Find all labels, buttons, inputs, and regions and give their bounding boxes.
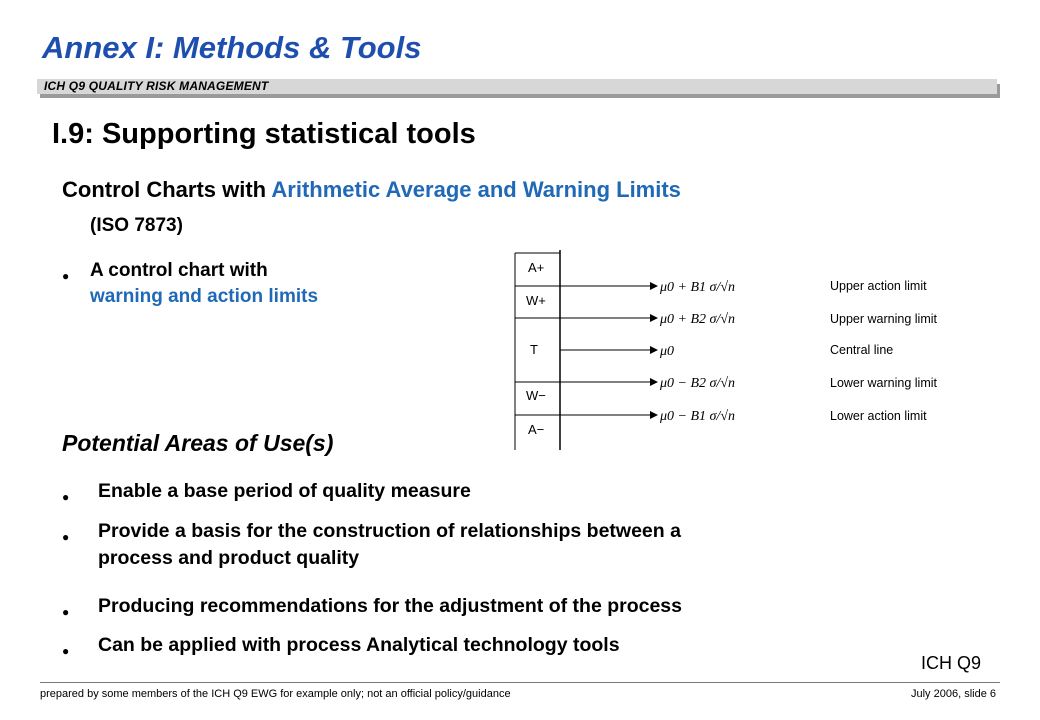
control-chart-diagram bbox=[500, 250, 980, 455]
limit-label: Lower warning limit bbox=[830, 376, 937, 390]
list-item-text: Producing recommendations for the adjustment of the process bbox=[98, 595, 683, 617]
bullet-dot-icon: ● bbox=[62, 269, 70, 283]
limit-formula: μ0 − B1 σ/√n bbox=[660, 409, 736, 424]
ich-badge: ICH Q9 bbox=[921, 653, 982, 673]
bullet-dot-icon: ● bbox=[62, 605, 70, 619]
control-chart-subtitle bbox=[62, 177, 681, 203]
bullet-line-2: warning and action limits bbox=[90, 286, 319, 307]
arrow-icon bbox=[650, 314, 658, 322]
zone-label: A+ bbox=[528, 260, 545, 275]
limit-label: Central line bbox=[830, 343, 894, 357]
bullet-dot-icon: ● bbox=[62, 490, 70, 504]
bullet-dot-icon: ● bbox=[62, 530, 70, 544]
slide-title: Annex I: Methods & Tools bbox=[42, 30, 422, 65]
list-item-text: Provide a basis for the construction of relationships between a bbox=[98, 520, 681, 542]
arrow-icon bbox=[650, 411, 658, 419]
bullet-line-1: A control chart with bbox=[90, 260, 268, 281]
zone-label: A− bbox=[528, 422, 545, 437]
list-item-text: Can be applied with process Analytical technology tools bbox=[98, 634, 620, 656]
header-band-label: ICH Q9 QUALITY RISK MANAGEMENT bbox=[44, 79, 269, 93]
limit-label: Upper warning limit bbox=[830, 312, 937, 326]
limit-label: Upper action limit bbox=[830, 279, 927, 293]
subtitle-plain: Control Charts with bbox=[62, 177, 272, 202]
zone-label: W− bbox=[526, 388, 546, 403]
footer-disclaimer: prepared by some members of the ICH Q9 EWG for example only; not an official policy/guidance bbox=[40, 688, 511, 700]
limit-formula: μ0 + B2 σ/√n bbox=[660, 312, 736, 327]
potential-uses-heading: Potential Areas of Use(s) bbox=[62, 430, 334, 456]
arrow-icon bbox=[650, 346, 658, 354]
bullet-dot-icon: ● bbox=[62, 644, 70, 658]
limit-formula: μ0 + B1 σ/√n bbox=[660, 280, 736, 295]
list-item-text-continued: process and product quality bbox=[98, 547, 360, 569]
footer-slide-info: July 2006, slide 6 bbox=[911, 688, 996, 700]
footer-divider bbox=[40, 682, 1000, 683]
zone-label: T bbox=[530, 342, 538, 357]
subtitle-reference: (ISO 7873) bbox=[90, 215, 183, 236]
subtitle-highlight: Arithmetic Average and Warning Limits bbox=[271, 177, 681, 202]
zone-label: W+ bbox=[526, 293, 546, 308]
limit-label: Lower action limit bbox=[830, 409, 927, 423]
limit-formula: μ0 bbox=[660, 344, 675, 359]
arrow-icon bbox=[650, 378, 658, 386]
arrow-icon bbox=[650, 282, 658, 290]
section-heading: I.9: Supporting statistical tools bbox=[52, 118, 476, 150]
limit-formula: μ0 − B2 σ/√n bbox=[660, 376, 736, 391]
list-item-text: Enable a base period of quality measure bbox=[98, 480, 471, 502]
